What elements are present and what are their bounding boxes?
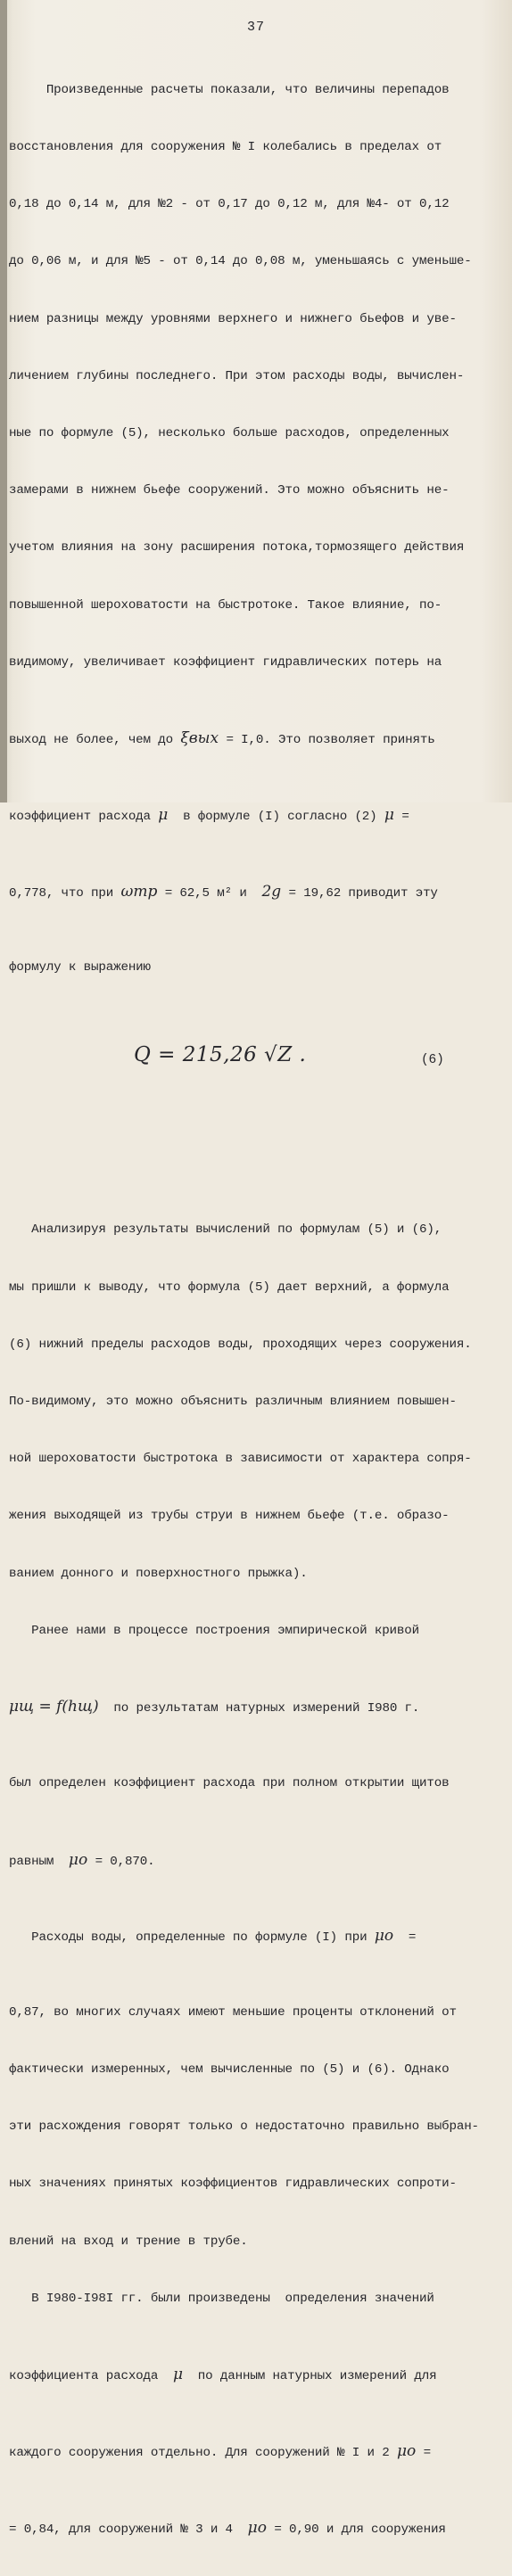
text-line-each <box>9 2442 505 2461</box>
text-segment: Расходы воды, определенные по формуле (I) при <box>9 1930 375 1946</box>
text-segment: 0,778, что при <box>9 885 121 901</box>
text-line: В I980-I98I гг. были произведены определения значений <box>9 2291 434 2306</box>
text-line-rates <box>9 1927 505 1946</box>
text-segment: = 19,62 приводит эту <box>281 885 438 901</box>
text-line: ных значениях принятых коэффициентов гидравлических сопроти- <box>9 2177 457 2192</box>
text-line: ванием донного и поверхностного прыжка). <box>9 1566 308 1581</box>
text-line: ные по формуле (5), несколько больше расходов, определенных <box>9 426 450 441</box>
text-segment: коэффициент расхода <box>9 810 159 825</box>
text-line: был определен коэффициент расхода при полном открытии щитов <box>9 1775 450 1790</box>
formula-number: (6) <box>421 1052 444 1067</box>
text-line: нием разницы между уровнями верхнего и нижнего бьефов и уве- <box>9 311 457 326</box>
text-segment: по данным натурных измерений для <box>183 2369 437 2384</box>
text-line-coef <box>9 2366 505 2384</box>
text-line-omega <box>9 883 505 901</box>
text-line: повышенной шероховатости на быстротоке. Такое влияние, по- <box>9 597 442 613</box>
text-line: 0,87, во многих случаях имеют меньшие проценты отклонений от <box>9 2004 457 2020</box>
text-line: до 0,06 м, и для №5 - от 0,14 до 0,08 м, уменьшаясь с уменьше- <box>9 254 472 269</box>
text-segment: = 0,84, для сооружений № 3 и 4 <box>9 2522 248 2537</box>
formula-expression: Q = 215,26 √Z . <box>134 1042 307 1066</box>
text-line: ной шероховатости быстротока в зависимости от характера сопря- <box>9 1452 472 1467</box>
text-segment: = 0,870. <box>87 1854 155 1869</box>
text-line: замерами в нижнем бьефе сооружений. Это можно объяснить не- <box>9 483 450 498</box>
paragraph-gap <box>9 1146 505 1164</box>
text-line: восстановления для сооружения № I колебались в пределах от <box>9 140 442 155</box>
page-binding-edge <box>0 0 7 802</box>
mu-symbol: μ <box>173 2366 184 2384</box>
text-line: (6) нижний пределы расходов воды, проходящих через сооружения. <box>9 1337 472 1352</box>
text-line: жения выходящей из трубы струи в нижнем бьефе (т.е. образо- <box>9 1509 450 1524</box>
mu0-symbol: μо <box>247 2518 267 2537</box>
text-segment: в формуле (I) согласно (2) <box>168 810 384 825</box>
mu0-symbol: μо <box>374 1927 394 1946</box>
mu-symbol: μ <box>158 806 169 825</box>
text-line: влений на вход и трение в трубе. <box>9 2234 248 2249</box>
formula-6 <box>9 1035 505 1089</box>
mu0-symbol: μо <box>396 2442 417 2461</box>
text-line: мы пришли к выводу, что формула (5) дает верхний, а формула <box>9 1280 450 1295</box>
curve-formula: μщ = f(hщ) <box>9 1698 99 1716</box>
text-segment: = 62,5 м² и <box>157 885 262 901</box>
text-segment: равным <box>9 1854 69 1869</box>
text-segment: коэффициента расхода <box>9 2369 174 2384</box>
text-line: эти расхождения говорят только о недостаточно правильно выбран- <box>9 2119 479 2135</box>
text-line: видимому, увеличивает коэффициент гидравлических потерь на <box>9 654 442 670</box>
page-number: 37 <box>246 20 265 35</box>
text-line-equal <box>9 1851 505 1870</box>
text-segment: = <box>393 1930 417 1946</box>
text-line-xi <box>9 729 505 748</box>
text-segment: = <box>393 810 409 825</box>
text-segment: = 0,90 и для сооружения <box>266 2522 446 2537</box>
text-line: фактически измеренных, чем вычисленные по (5) и (6). Однако <box>9 2062 450 2077</box>
text-segment: каждого сооружения отдельно. Для сооружений № I и 2 <box>9 2446 397 2461</box>
omega-symbol: ωтр <box>120 882 158 901</box>
text-line: личением глубины последнего. При этом расходы воды, вычислен- <box>9 368 465 383</box>
text-line: Произведенные расчеты показали, что величины перепадов <box>9 82 450 97</box>
text-line: формулу к выражению <box>9 960 151 975</box>
text-line-curve <box>9 1698 505 1716</box>
text-segment: выход не более, чем до <box>9 733 181 748</box>
text-line: учетом влияния на зону расширения потока,тормозящего действия <box>9 540 465 556</box>
body-text <box>9 43 505 2576</box>
text-segment: = <box>416 2446 431 2461</box>
text-line-mu <box>9 806 505 825</box>
text-segment: по результатам натурных измерений I980 г. <box>98 1701 420 1716</box>
text-line-last <box>9 2519 505 2538</box>
text-line: Анализируя результаты вычислений по формулам (5) и (6), <box>9 1222 442 1238</box>
mu-symbol: μ <box>384 806 394 825</box>
2g-symbol: 2g <box>261 882 282 901</box>
text-segment: = I,0. Это позволяет принять <box>219 733 435 748</box>
text-line: Ранее нами в процессе построения эмпирической кривой <box>9 1623 420 1638</box>
xi-symbol: ξвых <box>180 729 219 748</box>
text-line: По-видимому, это можно объяснить различным влиянием повышен- <box>9 1394 457 1409</box>
mu0-symbol: μо <box>68 1850 88 1869</box>
text-line: 0,18 до 0,14 м, для №2 - от 0,17 до 0,12 м, для №4- от 0,12 <box>9 197 450 212</box>
